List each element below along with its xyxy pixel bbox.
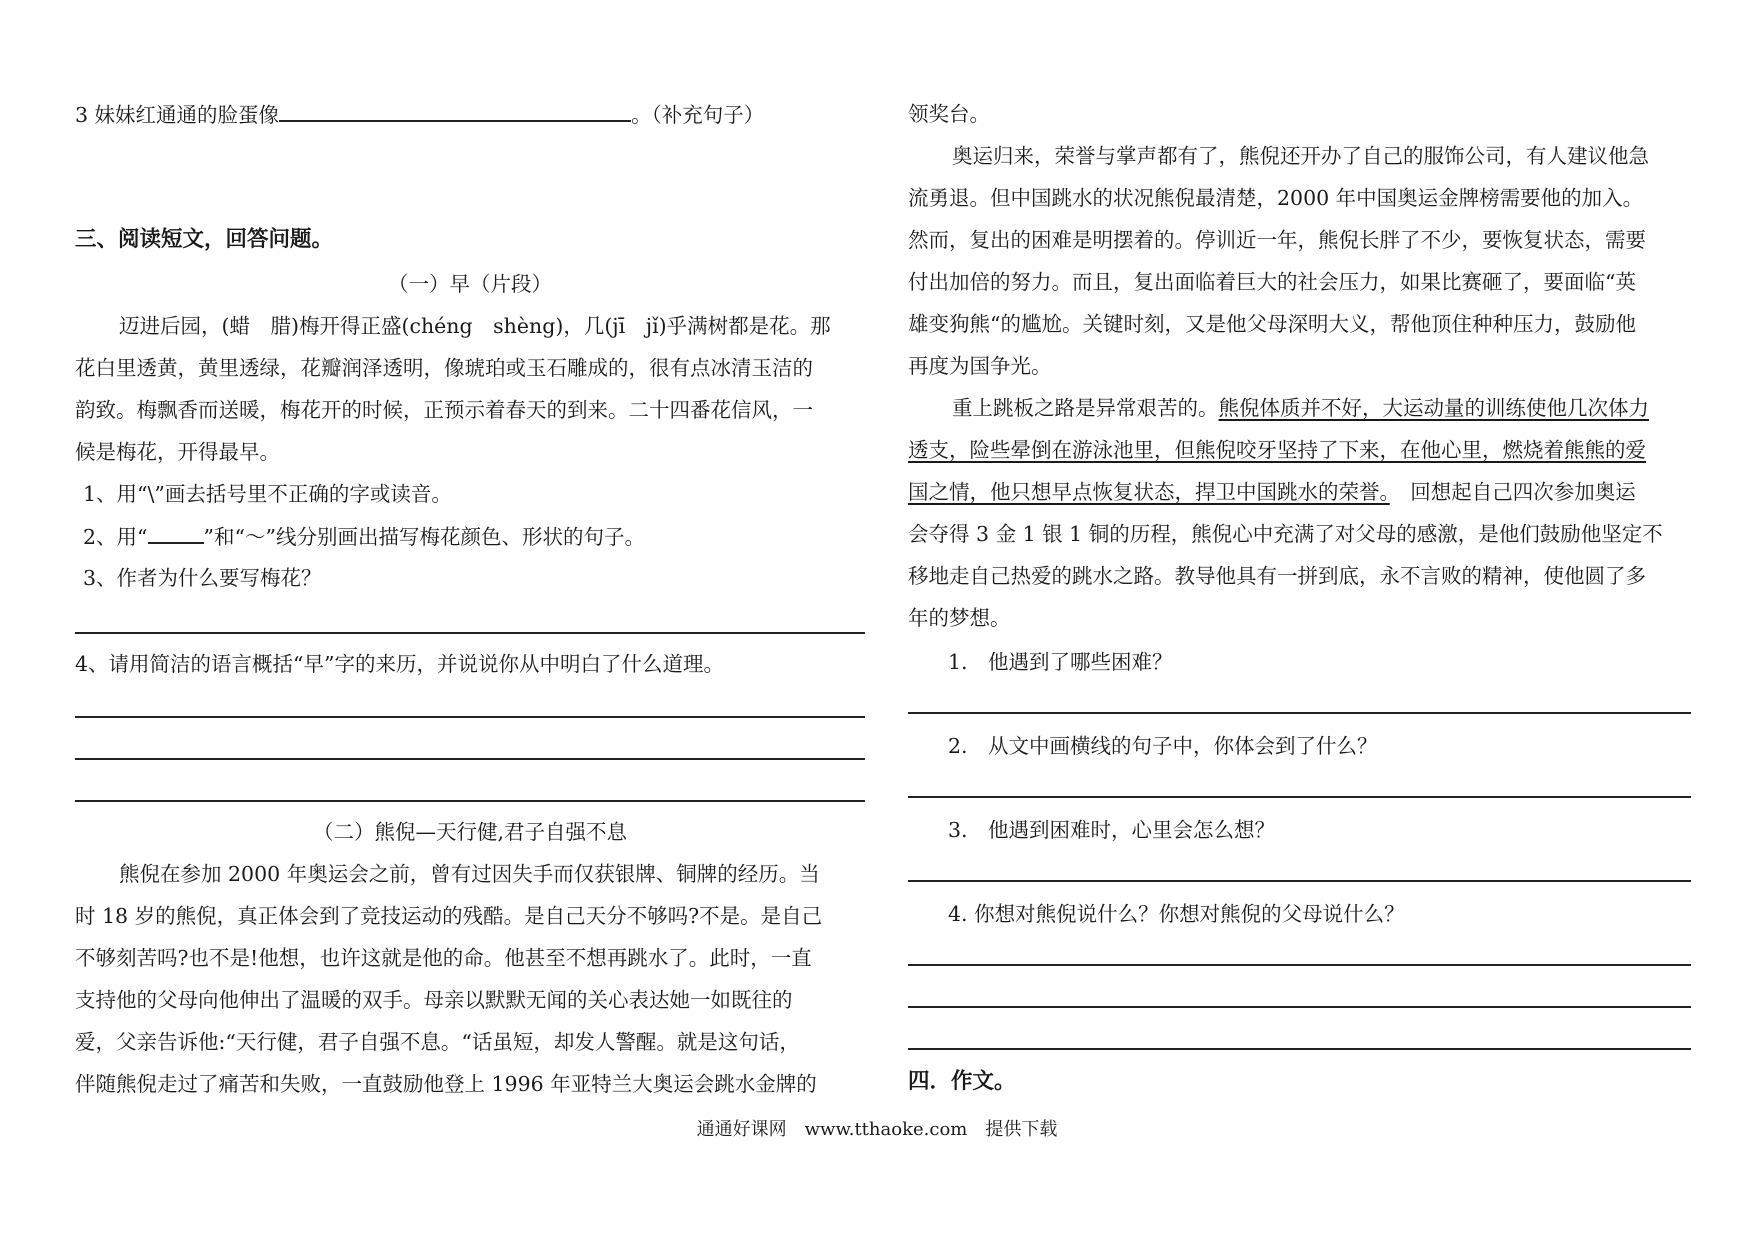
section3-title: 三、阅读短文，回答问题。 — [75, 227, 334, 252]
q3-answer-blank[interactable] — [279, 100, 631, 122]
section4-title: 四．作文。 — [908, 1069, 1016, 1094]
passage2-line: 伴随熊倪走过了痛苦和失败，一直鼓励他登上 1996 年亚特兰大奥运会跳水金牌的 — [75, 1072, 817, 1096]
passage1-line: 花白里透黄，黄里透绿，花瓣润泽透明，像琥珀或玉石雕成的，很有点冰清玉洁的 — [75, 356, 813, 380]
q3-fill-sentence — [75, 100, 764, 129]
passage1-question-3: 3、作者为什么要写梅花？ — [83, 566, 322, 590]
passage2-line: 雄变狗熊“的尴尬。关键时刻，又是他父母深明大义，帮他顶住种种压力，鼓励他 — [908, 312, 1636, 336]
passage2-line: 支持他的父母向他伸出了温暖的双手。母亲以默默无闻的关心表达她一如既往的 — [75, 988, 793, 1012]
passage1-line: 迈进后园，(蜡 腊)梅开得正盛(chéng shèng)，几(jī jǐ)乎满树都是花。那 — [119, 314, 831, 338]
answer-line[interactable] — [75, 800, 865, 802]
answer-line[interactable] — [908, 796, 1691, 798]
passage2-line — [908, 478, 1636, 506]
passage2-question-3: 3. 他遇到困难时，心里会怎么想？ — [948, 818, 1276, 842]
passage2-line: 时 18 岁的熊倪，真正体会到了竞技运动的残酷。是自己天分不够吗?不是。是自己 — [75, 904, 823, 928]
passage2-line: 熊倪在参加 2000 年奥运会之前，曾有过因失手而仅获银牌、铜牌的经历。当 — [119, 862, 820, 886]
passage2-line: 移地走自己热爱的跳水之路。教导他具有一拼到底，永不言败的精神，使他圆了多 — [908, 564, 1646, 588]
line8-plain: 重上跳板之路是异常艰苦的。 — [952, 396, 1219, 420]
answer-line[interactable] — [75, 716, 865, 718]
line10-plain: 回想起自己四次参加奥运 — [1410, 480, 1636, 504]
passage2-line — [952, 394, 1649, 422]
passage2-line — [908, 436, 1646, 464]
passage1-line: 韵致。梅飘香而送暖，梅花开的时候，正预示着春天的到来。二十四番花信风，一 — [75, 398, 813, 422]
passage2-line: 再度为国争光。 — [908, 354, 1052, 378]
q3-prefix: 3 妹妹红通通的脸蛋像 — [75, 103, 280, 127]
underlined-sentence: 透支，险些晕倒在游泳池里，但熊倪咬牙坚持了下来，在他心里，燃烧着熊熊的爱 — [908, 438, 1646, 462]
q2-line-sample — [148, 522, 204, 544]
answer-line[interactable] — [908, 1048, 1691, 1050]
passage1-question-2 — [83, 522, 645, 551]
passage2-question-2: 2. 从文中画横线的句子中，你体会到了什么？ — [948, 734, 1378, 758]
footer-source: 通通好课网 www.tthaoke.com 提供下载 — [696, 1119, 1058, 1140]
passage2-title: （二）熊倪—天行健,君子自强不息 — [312, 820, 627, 844]
passage1-question-1: 1、用“\”画去括号里不正确的字或读音。 — [83, 482, 452, 506]
passage2-line: 然而，复出的困难是明摆着的。停训近一年，熊倪长胖了不少，要恢复状态，需要 — [908, 228, 1646, 252]
underlined-sentence: 国之情，他只想早点恢复状态，捍卫中国跳水的荣誉。 — [908, 480, 1390, 504]
passage2-line: 年的梦想。 — [908, 606, 1011, 630]
passage2-line: 奥运归来，荣誉与掌声都有了，熊倪还开办了自己的服饰公司，有人建议他急 — [952, 144, 1649, 168]
passage1-line: 候是梅花，开得最早。 — [75, 440, 280, 464]
passage2-question-4: 4. 你想对熊倪说什么？你想对熊倪的父母说什么？ — [948, 902, 1405, 926]
underlined-sentence: 熊倪体质并不好，大运动量的训练使他几次体力 — [1218, 396, 1649, 420]
passage2-line: 会夺得 3 金 1 银 1 铜的历程，熊倪心中充满了对父母的感激，是他们鼓励他坚定不 — [908, 522, 1663, 546]
q2-suffix: ”和“～”线分别画出描写梅花颜色、形状的句子。 — [203, 525, 645, 549]
answer-line[interactable] — [908, 880, 1691, 882]
passage2-question-1: 1. 他遇到了哪些困难？ — [948, 650, 1173, 674]
answer-line[interactable] — [908, 712, 1691, 714]
passage2-line: 流勇退。但中国跳水的状况熊倪最清楚，2000 年中国奥运金牌榜需要他的加入。 — [908, 186, 1644, 210]
passage2-line: 不够刻苦吗?也不是!他想，也许这就是他的命。他甚至不想再跳水了。此时，一直 — [75, 946, 812, 970]
answer-line[interactable] — [908, 1006, 1691, 1008]
passage1-question-4: 4、请用简洁的语言概括“早”字的来历，并说说你从中明白了什么道理。 — [75, 652, 725, 676]
answer-line[interactable] — [75, 758, 865, 760]
passage1-title: （一）早（片段） — [388, 272, 552, 296]
passage2-line: 领奖台。 — [908, 102, 990, 126]
passage2-line: 付出加倍的努力。而且，复出面临着巨大的社会压力，如果比赛砸了，要面临“英 — [908, 270, 1636, 294]
answer-line[interactable] — [75, 632, 865, 634]
passage2-line: 爱，父亲告诉他:“天行健，君子自强不息。“话虽短，却发人警醒。就是这句话， — [75, 1030, 800, 1054]
q3-suffix: 。（补充句子） — [631, 103, 765, 127]
q2-prefix: 2、用“ — [83, 525, 148, 549]
answer-line[interactable] — [908, 964, 1691, 966]
